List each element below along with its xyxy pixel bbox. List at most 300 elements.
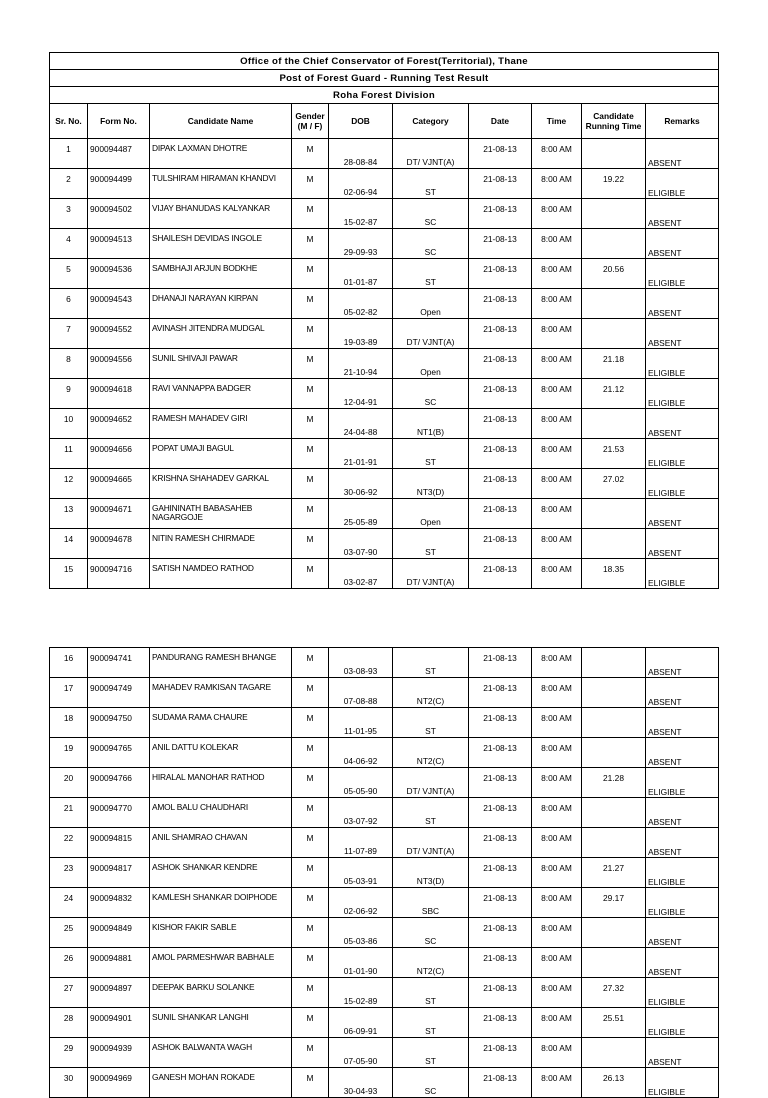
col-header-form: Form No. (88, 104, 150, 139)
remarks-cell: ABSENT (646, 409, 719, 439)
form-no-cell: 900094502 (88, 199, 150, 229)
date-cell: 21-08-13 (469, 319, 532, 349)
candidate-name-cell: DEEPAK BARKU SOLANKE (150, 978, 292, 1008)
time-cell: 8:00 AM (532, 1068, 582, 1098)
sr-cell: 9 (50, 379, 88, 409)
candidate-name-cell: GAHININATH BABASAHEB NAGARGOJE (150, 499, 292, 529)
gender-cell: M (292, 768, 329, 798)
running-time-cell (582, 319, 646, 349)
date-cell: 21-08-13 (469, 409, 532, 439)
date-cell: 21-08-13 (469, 529, 532, 559)
category-cell: DT/ VJNT(A) (393, 828, 469, 858)
time-cell: 8:00 AM (532, 648, 582, 678)
col-header-category: Category (393, 104, 469, 139)
dob-cell: 03-02-87 (329, 559, 393, 589)
remarks-cell: ELIGIBLE (646, 439, 719, 469)
sr-cell: 29 (50, 1038, 88, 1068)
running-time-cell (582, 828, 646, 858)
dob-cell: 15-02-89 (329, 978, 393, 1008)
remarks-cell: ELIGIBLE (646, 858, 719, 888)
sr-cell: 19 (50, 738, 88, 768)
date-cell: 21-08-13 (469, 1008, 532, 1038)
remarks-cell: ELIGIBLE (646, 559, 719, 589)
candidate-name-cell: SAMBHAJI ARJUN BODKHE (150, 259, 292, 289)
dob-cell: 28-08-84 (329, 139, 393, 169)
gender-cell: M (292, 1068, 329, 1098)
remarks-cell: ABSENT (646, 199, 719, 229)
running-time-cell (582, 289, 646, 319)
time-cell: 8:00 AM (532, 439, 582, 469)
candidate-name-cell: TULSHIRAM HIRAMAN KHANDVI (150, 169, 292, 199)
category-cell: NT2(C) (393, 678, 469, 708)
date-cell: 21-08-13 (469, 379, 532, 409)
gender-cell: M (292, 259, 329, 289)
date-cell: 21-08-13 (469, 678, 532, 708)
category-cell: NT1(B) (393, 409, 469, 439)
division-title: Roha Forest Division (50, 87, 719, 104)
table-row (50, 559, 719, 589)
table-row (50, 858, 719, 888)
results-table-page-1 (49, 52, 719, 589)
table-row (50, 1038, 719, 1068)
table-row (50, 229, 719, 259)
remarks-cell: ABSENT (646, 229, 719, 259)
date-cell: 21-08-13 (469, 1068, 532, 1098)
remarks-cell: ABSENT (646, 828, 719, 858)
category-cell: SBC (393, 888, 469, 918)
time-cell: 8:00 AM (532, 199, 582, 229)
gender-cell: M (292, 379, 329, 409)
date-cell: 21-08-13 (469, 708, 532, 738)
candidate-name-cell: SATISH NAMDEO RATHOD (150, 559, 292, 589)
gender-cell: M (292, 678, 329, 708)
dob-cell: 05-05-90 (329, 768, 393, 798)
time-cell: 8:00 AM (532, 978, 582, 1008)
date-cell: 21-08-13 (469, 199, 532, 229)
remarks-cell: ABSENT (646, 708, 719, 738)
category-cell: ST (393, 708, 469, 738)
candidate-name-cell: SHAILESH DEVIDAS INGOLE (150, 229, 292, 259)
category-cell: ST (393, 798, 469, 828)
remarks-cell: ABSENT (646, 738, 719, 768)
col-header-remarks: Remarks (646, 104, 719, 139)
running-time-cell (582, 798, 646, 828)
date-cell: 21-08-13 (469, 289, 532, 319)
form-no-cell: 900094832 (88, 888, 150, 918)
sr-cell: 13 (50, 499, 88, 529)
sr-cell: 5 (50, 259, 88, 289)
running-time-cell: 27.32 (582, 978, 646, 1008)
dob-cell: 03-08-93 (329, 648, 393, 678)
gender-cell: M (292, 499, 329, 529)
running-time-cell: 18.35 (582, 559, 646, 589)
col-header-dob: DOB (329, 104, 393, 139)
form-no-cell: 900094881 (88, 948, 150, 978)
candidate-name-cell: SUDAMA RAMA CHAURE (150, 708, 292, 738)
remarks-cell: ABSENT (646, 499, 719, 529)
sr-cell: 21 (50, 798, 88, 828)
category-cell: DT/ VJNT(A) (393, 319, 469, 349)
sr-cell: 25 (50, 918, 88, 948)
running-time-cell: 21.12 (582, 379, 646, 409)
table-row (50, 948, 719, 978)
form-no-cell: 900094897 (88, 978, 150, 1008)
sr-cell: 14 (50, 529, 88, 559)
time-cell: 8:00 AM (532, 139, 582, 169)
sr-cell: 22 (50, 828, 88, 858)
time-cell: 8:00 AM (532, 768, 582, 798)
table-row (50, 259, 719, 289)
category-cell: DT/ VJNT(A) (393, 139, 469, 169)
col-header-gender: Gender (M / F) (292, 104, 329, 139)
date-cell: 21-08-13 (469, 828, 532, 858)
remarks-cell: ELIGIBLE (646, 1008, 719, 1038)
candidate-name-cell: NITIN RAMESH CHIRMADE (150, 529, 292, 559)
category-cell: Open (393, 499, 469, 529)
form-no-cell: 900094552 (88, 319, 150, 349)
col-header-name: Candidate Name (150, 104, 292, 139)
candidate-name-cell: KRISHNA SHAHADEV GARKAL (150, 469, 292, 499)
sr-cell: 16 (50, 648, 88, 678)
sr-cell: 24 (50, 888, 88, 918)
table-row (50, 139, 719, 169)
gender-cell: M (292, 708, 329, 738)
date-cell: 21-08-13 (469, 858, 532, 888)
running-time-cell: 19.22 (582, 169, 646, 199)
table-row (50, 708, 719, 738)
form-no-cell: 900094513 (88, 229, 150, 259)
candidate-name-cell: DHANAJI NARAYAN KIRPAN (150, 289, 292, 319)
category-cell: Open (393, 289, 469, 319)
running-time-cell: 21.53 (582, 439, 646, 469)
candidate-name-cell: KISHOR FAKIR SABLE (150, 918, 292, 948)
running-time-cell: 21.28 (582, 768, 646, 798)
running-time-cell: 25.51 (582, 1008, 646, 1038)
gender-cell: M (292, 918, 329, 948)
table-row (50, 648, 719, 678)
time-cell: 8:00 AM (532, 948, 582, 978)
form-no-cell: 900094671 (88, 499, 150, 529)
gender-cell: M (292, 948, 329, 978)
date-cell: 21-08-13 (469, 139, 532, 169)
form-no-cell: 900094536 (88, 259, 150, 289)
gender-cell: M (292, 858, 329, 888)
table-row (50, 828, 719, 858)
running-time-cell (582, 529, 646, 559)
remarks-cell: ELIGIBLE (646, 888, 719, 918)
col-header-running-time: Candidate Running Time (582, 104, 646, 139)
dob-cell: 21-01-91 (329, 439, 393, 469)
time-cell: 8:00 AM (532, 499, 582, 529)
dob-cell: 05-02-82 (329, 289, 393, 319)
dob-cell: 11-01-95 (329, 708, 393, 738)
candidate-name-cell: SUNIL SHIVAJI PAWAR (150, 349, 292, 379)
candidate-name-cell: ANIL DATTU KOLEKAR (150, 738, 292, 768)
remarks-cell: ELIGIBLE (646, 978, 719, 1008)
gender-cell: M (292, 1038, 329, 1068)
date-cell: 21-08-13 (469, 229, 532, 259)
form-no-cell: 900094716 (88, 559, 150, 589)
running-time-cell: 29.17 (582, 888, 646, 918)
form-no-cell: 900094678 (88, 529, 150, 559)
date-cell: 21-08-13 (469, 559, 532, 589)
sr-cell: 7 (50, 319, 88, 349)
sr-cell: 12 (50, 469, 88, 499)
sr-cell: 15 (50, 559, 88, 589)
form-no-cell: 900094770 (88, 798, 150, 828)
dob-cell: 02-06-94 (329, 169, 393, 199)
category-cell: NT2(C) (393, 738, 469, 768)
candidate-name-cell: MAHADEV RAMKISAN TAGARE (150, 678, 292, 708)
dob-cell: 29-09-93 (329, 229, 393, 259)
sr-cell: 30 (50, 1068, 88, 1098)
running-time-cell (582, 948, 646, 978)
gender-cell: M (292, 409, 329, 439)
time-cell: 8:00 AM (532, 169, 582, 199)
date-cell: 21-08-13 (469, 648, 532, 678)
post-title: Post of Forest Guard - Running Test Result (50, 70, 719, 87)
table-row (50, 1068, 719, 1098)
time-cell: 8:00 AM (532, 1008, 582, 1038)
dob-cell: 21-10-94 (329, 349, 393, 379)
dob-cell: 01-01-87 (329, 259, 393, 289)
category-cell: SC (393, 199, 469, 229)
dob-cell: 06-09-91 (329, 1008, 393, 1038)
running-time-cell: 21.18 (582, 349, 646, 379)
category-cell: NT2(C) (393, 948, 469, 978)
sr-cell: 17 (50, 678, 88, 708)
remarks-cell: ABSENT (646, 319, 719, 349)
table-row (50, 798, 719, 828)
date-cell: 21-08-13 (469, 499, 532, 529)
date-cell: 21-08-13 (469, 169, 532, 199)
remarks-cell: ABSENT (646, 918, 719, 948)
gender-cell: M (292, 529, 329, 559)
table-header-row (50, 104, 719, 139)
form-no-cell: 900094487 (88, 139, 150, 169)
gender-cell: M (292, 888, 329, 918)
time-cell: 8:00 AM (532, 828, 582, 858)
sr-cell: 11 (50, 439, 88, 469)
category-cell: ST (393, 169, 469, 199)
time-cell: 8:00 AM (532, 858, 582, 888)
candidate-name-cell: KAMLESH SHANKAR DOIPHODE (150, 888, 292, 918)
time-cell: 8:00 AM (532, 259, 582, 289)
category-cell: DT/ VJNT(A) (393, 559, 469, 589)
time-cell: 8:00 AM (532, 798, 582, 828)
running-time-cell (582, 918, 646, 948)
date-cell: 21-08-13 (469, 918, 532, 948)
category-cell: ST (393, 259, 469, 289)
date-cell: 21-08-13 (469, 768, 532, 798)
dob-cell: 24-04-88 (329, 409, 393, 439)
running-time-cell (582, 648, 646, 678)
date-cell: 21-08-13 (469, 439, 532, 469)
sr-cell: 8 (50, 349, 88, 379)
dob-cell: 03-07-92 (329, 798, 393, 828)
form-no-cell: 900094749 (88, 678, 150, 708)
gender-cell: M (292, 738, 329, 768)
table-row (50, 349, 719, 379)
sr-cell: 2 (50, 169, 88, 199)
time-cell: 8:00 AM (532, 918, 582, 948)
form-no-cell: 900094556 (88, 349, 150, 379)
candidate-name-cell: AMOL PARMESHWAR BABHALE (150, 948, 292, 978)
form-no-cell: 900094499 (88, 169, 150, 199)
table-row (50, 319, 719, 349)
sr-cell: 3 (50, 199, 88, 229)
table-row (50, 289, 719, 319)
gender-cell: M (292, 229, 329, 259)
date-cell: 21-08-13 (469, 888, 532, 918)
form-no-cell: 900094849 (88, 918, 150, 948)
date-cell: 21-08-13 (469, 259, 532, 289)
form-no-cell: 900094618 (88, 379, 150, 409)
form-no-cell: 900094656 (88, 439, 150, 469)
running-time-cell (582, 499, 646, 529)
remarks-cell: ELIGIBLE (646, 259, 719, 289)
form-no-cell: 900094815 (88, 828, 150, 858)
dob-cell: 25-05-89 (329, 499, 393, 529)
candidate-name-cell: RAMESH MAHADEV GIRI (150, 409, 292, 439)
remarks-cell: ELIGIBLE (646, 1068, 719, 1098)
table-row (50, 1008, 719, 1038)
form-no-cell: 900094765 (88, 738, 150, 768)
candidate-name-cell: PANDURANG RAMESH BHANGE (150, 648, 292, 678)
candidate-name-cell: VIJAY BHANUDAS KALYANKAR (150, 199, 292, 229)
remarks-cell: ABSENT (646, 1038, 719, 1068)
gender-cell: M (292, 199, 329, 229)
sr-cell: 28 (50, 1008, 88, 1038)
candidate-name-cell: AVINASH JITENDRA MUDGAL (150, 319, 292, 349)
table-row (50, 169, 719, 199)
category-cell: NT3(D) (393, 469, 469, 499)
gender-cell: M (292, 169, 329, 199)
candidate-name-cell: HIRALAL MANOHAR RATHOD (150, 768, 292, 798)
time-cell: 8:00 AM (532, 559, 582, 589)
category-cell: SC (393, 229, 469, 259)
col-header-date: Date (469, 104, 532, 139)
sr-cell: 18 (50, 708, 88, 738)
gender-cell: M (292, 978, 329, 1008)
table-row (50, 469, 719, 499)
dob-cell: 02-06-92 (329, 888, 393, 918)
table-row (50, 678, 719, 708)
running-time-cell (582, 1038, 646, 1068)
remarks-cell: ABSENT (646, 678, 719, 708)
remarks-cell: ELIGIBLE (646, 379, 719, 409)
table-row (50, 499, 719, 529)
remarks-cell: ABSENT (646, 648, 719, 678)
candidate-name-cell: GANESH MOHAN ROKADE (150, 1068, 292, 1098)
table-row (50, 529, 719, 559)
remarks-cell: ELIGIBLE (646, 349, 719, 379)
time-cell: 8:00 AM (532, 678, 582, 708)
dob-cell: 01-01-90 (329, 948, 393, 978)
table-row (50, 199, 719, 229)
office-title: Office of the Chief Conservator of Forest(Territorial), Thane (50, 53, 719, 70)
gender-cell: M (292, 139, 329, 169)
category-cell: SC (393, 918, 469, 948)
candidate-name-cell: DIPAK LAXMAN DHOTRE (150, 139, 292, 169)
gender-cell: M (292, 648, 329, 678)
dob-cell: 19-03-89 (329, 319, 393, 349)
col-header-sr: Sr. No. (50, 104, 88, 139)
time-cell: 8:00 AM (532, 319, 582, 349)
candidate-name-cell: RAVI VANNAPPA BADGER (150, 379, 292, 409)
table-row (50, 768, 719, 798)
running-time-cell (582, 199, 646, 229)
candidate-name-cell: POPAT UMAJI BAGUL (150, 439, 292, 469)
sr-cell: 6 (50, 289, 88, 319)
date-cell: 21-08-13 (469, 798, 532, 828)
form-no-cell: 900094901 (88, 1008, 150, 1038)
form-no-cell: 900094969 (88, 1068, 150, 1098)
gender-cell: M (292, 798, 329, 828)
date-cell: 21-08-13 (469, 1038, 532, 1068)
results-table-page-2 (49, 647, 719, 1098)
date-cell: 21-08-13 (469, 738, 532, 768)
form-no-cell: 900094750 (88, 708, 150, 738)
dob-cell: 05-03-91 (329, 858, 393, 888)
running-time-cell (582, 678, 646, 708)
running-time-cell: 27.02 (582, 469, 646, 499)
sr-cell: 4 (50, 229, 88, 259)
date-cell: 21-08-13 (469, 948, 532, 978)
col-header-time: Time (532, 104, 582, 139)
dob-cell: 04-06-92 (329, 738, 393, 768)
remarks-cell: ABSENT (646, 289, 719, 319)
dob-cell: 30-04-93 (329, 1068, 393, 1098)
running-time-cell: 20.56 (582, 259, 646, 289)
time-cell: 8:00 AM (532, 738, 582, 768)
dob-cell: 15-02-87 (329, 199, 393, 229)
running-time-cell: 21.27 (582, 858, 646, 888)
candidate-name-cell: ASHOK BALWANTA WAGH (150, 1038, 292, 1068)
dob-cell: 07-08-88 (329, 678, 393, 708)
time-cell: 8:00 AM (532, 529, 582, 559)
gender-cell: M (292, 559, 329, 589)
category-cell: ST (393, 1008, 469, 1038)
category-cell: SC (393, 1068, 469, 1098)
form-no-cell: 900094665 (88, 469, 150, 499)
remarks-cell: ELIGIBLE (646, 469, 719, 499)
dob-cell: 11-07-89 (329, 828, 393, 858)
gender-cell: M (292, 289, 329, 319)
candidate-name-cell: ANIL SHAMRAO CHAVAN (150, 828, 292, 858)
sr-cell: 23 (50, 858, 88, 888)
dob-cell: 12-04-91 (329, 379, 393, 409)
category-cell: ST (393, 978, 469, 1008)
candidate-name-cell: SUNIL SHANKAR LANGHI (150, 1008, 292, 1038)
time-cell: 8:00 AM (532, 708, 582, 738)
remarks-cell: ABSENT (646, 139, 719, 169)
table-row (50, 439, 719, 469)
time-cell: 8:00 AM (532, 409, 582, 439)
category-cell: ST (393, 648, 469, 678)
remarks-cell: ABSENT (646, 798, 719, 828)
remarks-cell: ABSENT (646, 948, 719, 978)
date-cell: 21-08-13 (469, 469, 532, 499)
gender-cell: M (292, 828, 329, 858)
candidate-name-cell: ASHOK SHANKAR KENDRE (150, 858, 292, 888)
running-time-cell (582, 229, 646, 259)
dob-cell: 30-06-92 (329, 469, 393, 499)
table-row (50, 379, 719, 409)
dob-cell: 05-03-86 (329, 918, 393, 948)
category-cell: SC (393, 379, 469, 409)
sr-cell: 10 (50, 409, 88, 439)
